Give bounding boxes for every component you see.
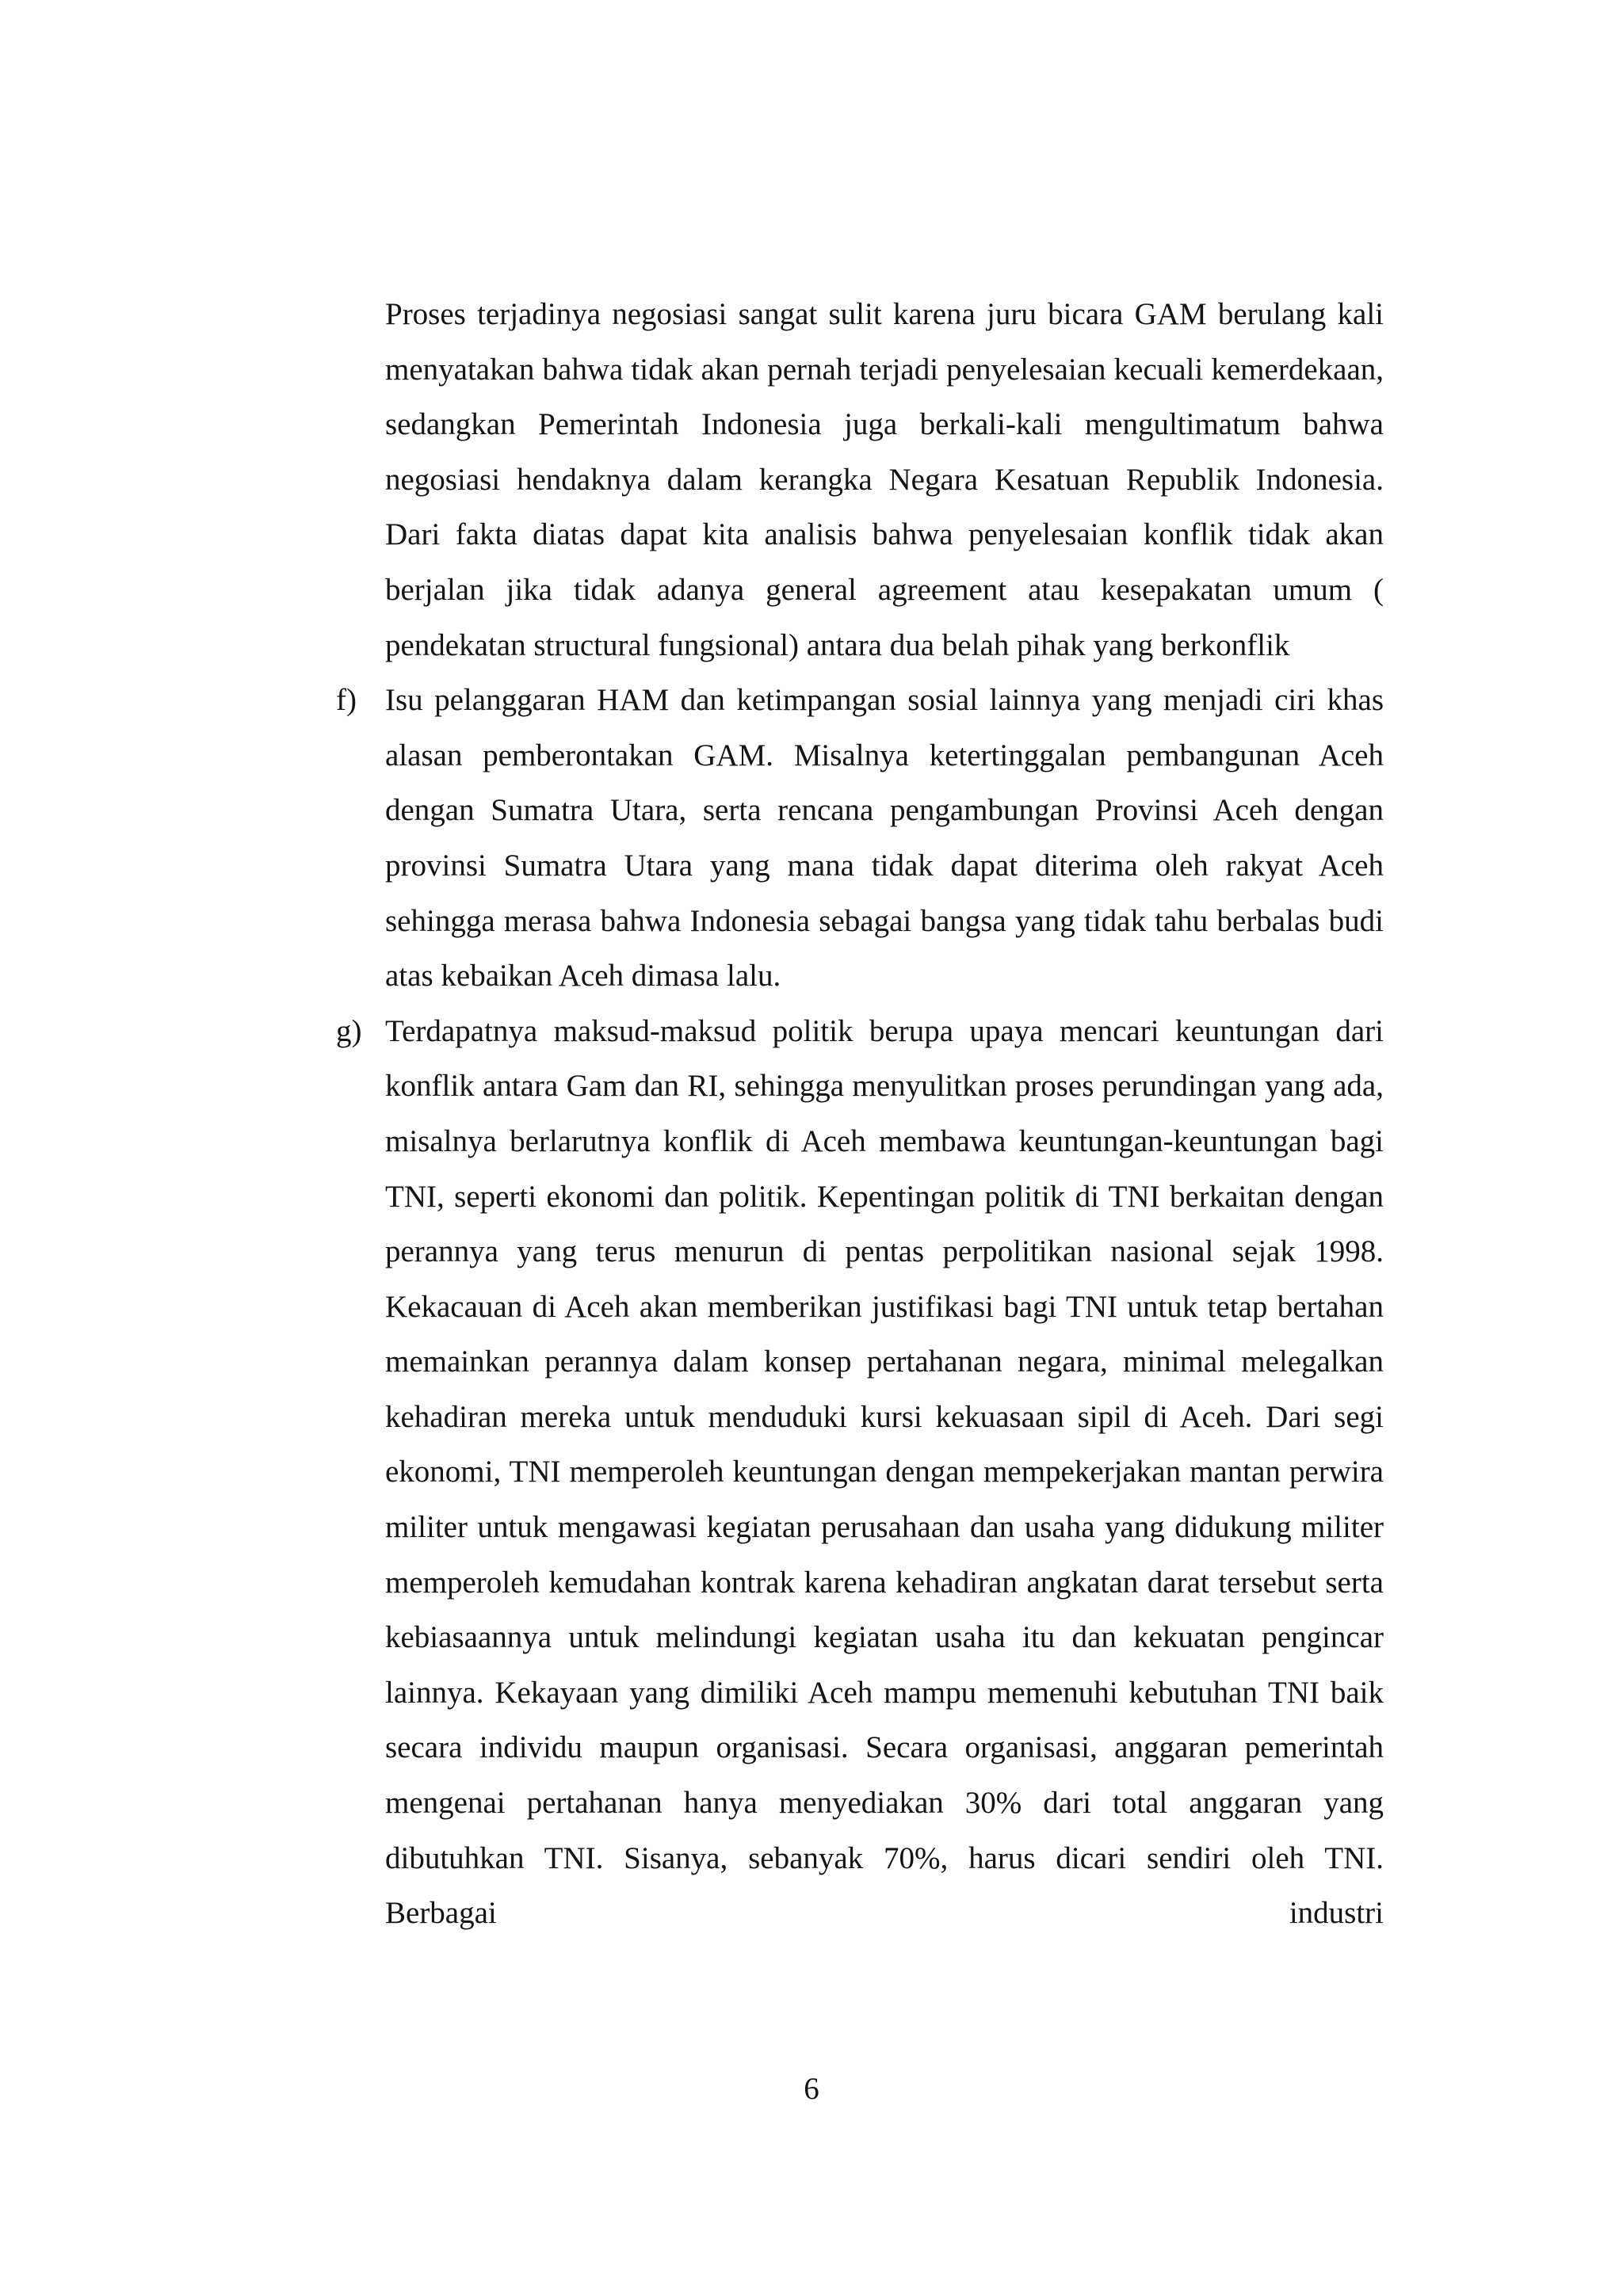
paragraph-text: Proses terjadinya negosiasi sangat sulit karena juru bicara GAM berulang kali menyatakan bahwa tidak akan pernah terjadi penyelesaian kecuali kemerdekaan, sedangkan Pemerintah Indonesia juga berkali-kali mengultimatum bahwa negosiasi hendaknya dalam kerangka Negara Kesatuan Republik Indonesia. Dari fakta diatas dapat kita analisis bahwa penyelesaian konflik tidak akan berjalan jika tidak adanya general agreement atau kesepakatan umum ( pendekatan structural fungsional) antara dua belah pihak yang berkonflik: [385, 297, 1384, 662]
paragraph-text: Isu pelanggaran HAM dan ketimpangan sosial lainnya yang menjadi ciri khas alasan pemberontakan GAM. Misalnya ketertinggalan pembangunan Aceh dengan Sumatra Utara, serta rencana pengambungan Provinsi Aceh dengan provinsi Sumatra Utara yang mana tidak dapat diterima oleh rakyat Aceh sehingga merasa bahwa Indonesia sebagai bangsa yang tidak tahu berbalas budi atas kebaikan Aceh dimasa lalu.: [385, 683, 1384, 994]
list-item-f: [336, 673, 1384, 1004]
page-number: 6: [804, 2072, 819, 2106]
list-marker: g): [336, 1013, 362, 1048]
paragraph-text: Terdapatnya maksud-maksud politik berupa upaya mencari keuntungan dari konflik antara Gam dan RI, sehingga menyulitkan proses perundingan yang ada, misalnya berlarutnya konflik di Aceh membawa keuntungan-keuntungan bagi TNI, seperti ekonomi dan politik. Kepentingan politik di TNI berkaitan dengan perannya yang terus menurun di pentas perpolitikan nasional sejak 1998. Kekacauan di Aceh akan memberikan justifikasi bagi TNI untuk tetap bertahan memainkan perannya dalam konsep pertahanan negara, minimal melegalkan kehadiran mereka untuk menduduki kursi kekuasaan sipil di Aceh. Dari segi ekonomi, TNI memperoleh keuntungan dengan mempekerjakan mantan perwira militer untuk mengawasi kegiatan perusahaan dan usaha yang didukung militer memperoleh kemudahan kontrak karena kehadiran angkatan darat tersebut serta kebiasaannya untuk melindungi kegiatan usaha itu dan kekuatan pengincar lainnya. Kekayaan yang dimiliki Aceh mampu memenuhi kebutuhan TNI baik secara individu maupun organisasi. Secara organisasi, anggaran pemerintah mengenai pertahanan hanya menyediakan 30% dari total anggaran yang dibutuhkan TNI. Sisanya, sebanyak 70%, harus dicari sendiri oleh TNI. Berbagai industri: [385, 1013, 1384, 1931]
body-text: [336, 287, 1384, 1941]
list-marker: f): [336, 683, 357, 718]
list-item-g: [336, 1004, 1384, 1941]
paragraph-continuation: [385, 287, 1384, 673]
